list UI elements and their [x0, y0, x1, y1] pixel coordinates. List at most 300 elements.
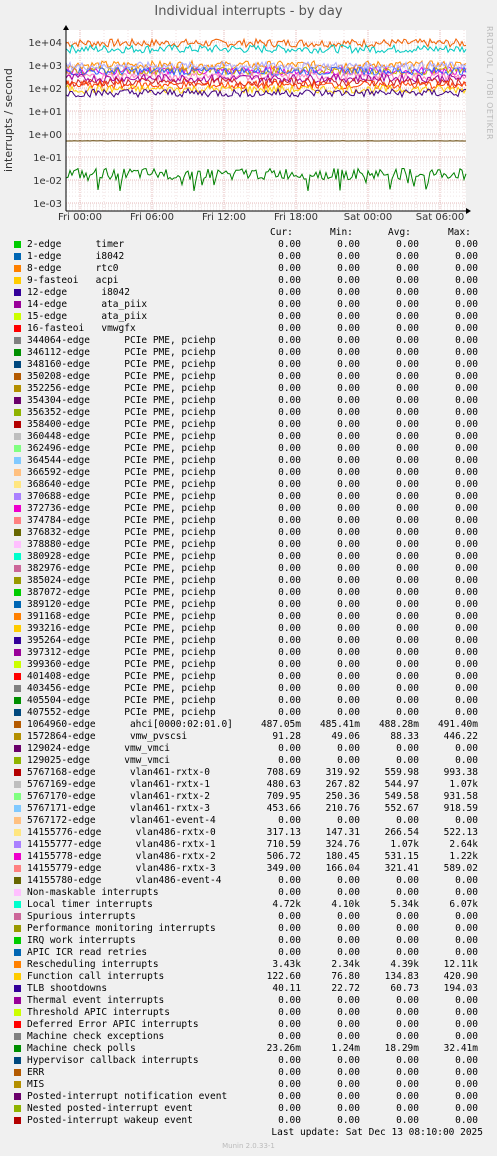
value-max: 0.00	[455, 995, 478, 1006]
value-min: 0.00	[337, 1115, 360, 1126]
value-min: 2.34k	[331, 959, 360, 970]
legend-row	[0, 1091, 497, 1103]
value-avg: 0.00	[396, 1103, 419, 1114]
value-cur: 0.00	[278, 503, 301, 514]
value-min: 0.00	[337, 995, 360, 1006]
col-avg-header: Avg:	[388, 227, 411, 238]
legend-row	[0, 251, 497, 263]
value-min: 0.00	[337, 287, 360, 298]
value-cur: 0.00	[278, 251, 301, 262]
value-max: 194.03	[443, 983, 478, 994]
value-cur: 453.66	[266, 803, 301, 814]
value-min: 22.72	[331, 983, 360, 994]
legend-label: 5767171-edge vlan461-rxtx-3	[27, 803, 211, 814]
legend-row	[0, 299, 497, 311]
value-max: 993.38	[443, 767, 478, 778]
value-cur: 0.00	[278, 935, 301, 946]
legend-row	[0, 539, 497, 551]
legend-label: 380928-edge PCIe PME, pciehp	[27, 551, 216, 562]
value-min: 0.00	[337, 275, 360, 286]
legend-row	[0, 275, 497, 287]
legend-swatch	[14, 709, 21, 716]
legend-row	[0, 515, 497, 527]
value-max: 0.00	[455, 419, 478, 430]
legend-label: 5767169-edge vlan461-rxtx-1	[27, 779, 211, 790]
value-avg: 552.67	[384, 803, 419, 814]
legend-row	[0, 935, 497, 947]
value-avg: 0.00	[396, 875, 419, 886]
legend-swatch	[14, 1069, 21, 1076]
value-cur: 0.00	[278, 407, 301, 418]
value-min: 0.00	[337, 419, 360, 430]
x-tick-label: Sat 06:00	[415, 212, 465, 223]
legend-swatch	[14, 685, 21, 692]
value-min: 0.00	[337, 923, 360, 934]
value-max: 0.00	[455, 563, 478, 574]
legend-label: 382976-edge PCIe PME, pciehp	[27, 563, 216, 574]
value-max: 0.00	[455, 659, 478, 670]
value-cur: 0.00	[278, 551, 301, 562]
legend-label: 5767172-edge vlan461-event-4	[27, 815, 216, 826]
value-cur: 122.60	[266, 971, 301, 982]
value-avg: 0.00	[396, 1031, 419, 1042]
legend-swatch	[14, 505, 21, 512]
value-avg: 0.00	[396, 275, 419, 286]
legend-swatch	[14, 841, 21, 848]
value-min: 1.24m	[331, 1043, 360, 1054]
value-min: 0.00	[337, 623, 360, 634]
value-cur: 0.00	[278, 323, 301, 334]
legend-row	[0, 779, 497, 791]
legend-row	[0, 575, 497, 587]
value-avg: 321.41	[384, 863, 419, 874]
value-max: 522.13	[443, 827, 478, 838]
value-avg: 0.00	[396, 599, 419, 610]
legend-label: 9-fasteoi acpi	[27, 275, 119, 286]
legend-label: ERR	[27, 1067, 45, 1078]
value-max: 491.40m	[437, 719, 478, 730]
value-max: 931.58	[443, 791, 478, 802]
value-avg: 0.00	[396, 707, 419, 718]
legend-label: Machine check polls	[27, 1043, 136, 1054]
legend-row	[0, 1067, 497, 1079]
legend-swatch	[14, 337, 21, 344]
value-avg: 0.00	[396, 1079, 419, 1090]
value-min: 0.00	[337, 611, 360, 622]
value-max: 0.00	[455, 299, 478, 310]
legend-swatch	[14, 889, 21, 896]
legend-row	[0, 347, 497, 359]
value-min: 0.00	[337, 1067, 360, 1078]
legend-label: Posted-interrupt notification event	[27, 1091, 228, 1102]
legend-label: 8-edge rtc0	[27, 263, 119, 274]
legend-row	[0, 839, 497, 851]
value-max: 0.00	[455, 911, 478, 922]
value-max: 0.00	[455, 443, 478, 454]
value-avg: 134.83	[384, 971, 419, 982]
legend-row	[0, 611, 497, 623]
legend-swatch	[14, 1081, 21, 1088]
legend-swatch	[14, 1093, 21, 1100]
value-cur: 0.00	[278, 515, 301, 526]
value-max: 0.00	[455, 1067, 478, 1078]
legend-row	[0, 815, 497, 827]
legend-row	[0, 1055, 497, 1067]
value-max: 0.00	[455, 503, 478, 514]
value-min: 0.00	[337, 359, 360, 370]
value-avg: 0.00	[396, 263, 419, 274]
legend-row	[0, 875, 497, 887]
value-min: 319.92	[325, 767, 360, 778]
legend-row	[0, 239, 497, 251]
legend-label: 14155776-edge vlan486-rxtx-0	[27, 827, 216, 838]
value-cur: 0.00	[278, 743, 301, 754]
legend-swatch	[14, 385, 21, 392]
legend-swatch	[14, 289, 21, 296]
legend-swatch	[14, 865, 21, 872]
legend-row	[0, 659, 497, 671]
value-avg: 0.00	[396, 611, 419, 622]
legend-row	[0, 599, 497, 611]
value-min: 0.00	[337, 815, 360, 826]
legend-label: 376832-edge PCIe PME, pciehp	[27, 527, 216, 538]
legend-row	[0, 959, 497, 971]
value-max: 0.00	[455, 1007, 478, 1018]
value-cur: 0.00	[278, 287, 301, 298]
value-min: 0.00	[337, 1031, 360, 1042]
legend-swatch	[14, 265, 21, 272]
last-update: Last update: Sat Dec 13 08:10:00 2025	[271, 1127, 483, 1138]
legend-swatch	[14, 913, 21, 920]
value-avg: 0.00	[396, 815, 419, 826]
legend-row	[0, 923, 497, 935]
legend-label: 1-edge i8042	[27, 251, 125, 262]
value-max: 0.00	[455, 635, 478, 646]
value-cur: 0.00	[278, 1055, 301, 1066]
legend-row	[0, 287, 497, 299]
value-cur: 0.00	[278, 263, 301, 274]
value-max: 1.07k	[449, 779, 478, 790]
value-min: 0.00	[337, 587, 360, 598]
value-min: 485.41m	[319, 719, 360, 730]
value-avg: 0.00	[396, 251, 419, 262]
legend-swatch	[14, 601, 21, 608]
value-cur: 0.00	[278, 1115, 301, 1126]
value-avg: 0.00	[396, 527, 419, 538]
legend-swatch	[14, 697, 21, 704]
value-avg: 88.33	[390, 731, 419, 742]
value-avg: 0.00	[396, 359, 419, 370]
value-max: 0.00	[455, 551, 478, 562]
value-min: 0.00	[337, 563, 360, 574]
value-max: 0.00	[455, 1079, 478, 1090]
legend-label: 348160-edge PCIe PME, pciehp	[27, 359, 216, 370]
value-avg: 5.34k	[390, 899, 419, 910]
value-max: 0.00	[455, 275, 478, 286]
legend-row	[0, 395, 497, 407]
value-avg: 0.00	[396, 347, 419, 358]
value-min: 0.00	[337, 539, 360, 550]
legend-label: 362496-edge PCIe PME, pciehp	[27, 443, 216, 454]
value-max: 0.00	[455, 323, 478, 334]
value-min: 0.00	[337, 671, 360, 682]
legend-label: 14-edge ata_piix	[27, 299, 148, 310]
legend-row	[0, 1103, 497, 1115]
value-cur: 708.69	[266, 767, 301, 778]
value-min: 0.00	[337, 323, 360, 334]
x-tick-label: Fri 06:00	[130, 212, 174, 223]
value-cur: 91.28	[272, 731, 301, 742]
value-max: 0.00	[455, 707, 478, 718]
value-cur: 709.95	[266, 791, 301, 802]
value-avg: 0.00	[396, 647, 419, 658]
value-cur: 23.26m	[266, 1043, 301, 1054]
value-avg: 0.00	[396, 887, 419, 898]
legend-swatch	[14, 793, 21, 800]
legend-swatch	[14, 469, 21, 476]
value-avg: 0.00	[396, 395, 419, 406]
legend-label: 403456-edge PCIe PME, pciehp	[27, 683, 216, 694]
value-max: 0.00	[455, 887, 478, 898]
legend-label: 397312-edge PCIe PME, pciehp	[27, 647, 216, 658]
legend-swatch	[14, 673, 21, 680]
value-cur: 0.00	[278, 479, 301, 490]
legend-row	[0, 335, 497, 347]
value-cur: 0.00	[278, 923, 301, 934]
legend-label: 378880-edge PCIe PME, pciehp	[27, 539, 216, 550]
legend-swatch	[14, 325, 21, 332]
legend-swatch	[14, 277, 21, 284]
legend-swatch	[14, 577, 21, 584]
col-cur-header: Cur:	[270, 227, 293, 238]
value-cur: 0.00	[278, 371, 301, 382]
value-min: 0.00	[337, 395, 360, 406]
value-cur: 349.00	[266, 863, 301, 874]
value-avg: 0.00	[396, 995, 419, 1006]
legend-swatch	[14, 985, 21, 992]
value-avg: 0.00	[396, 491, 419, 502]
legend-swatch	[14, 925, 21, 932]
value-max: 0.00	[455, 263, 478, 274]
x-tick-label: Fri 00:00	[58, 212, 102, 223]
value-avg: 531.15	[384, 851, 419, 862]
value-min: 0.00	[337, 335, 360, 346]
value-max: 0.00	[455, 467, 478, 478]
value-min: 0.00	[337, 947, 360, 958]
legend-swatch	[14, 853, 21, 860]
legend-label: Rescheduling interrupts	[27, 959, 159, 970]
value-avg: 0.00	[396, 1091, 419, 1102]
legend-label: 1572864-edge vmw_pvscsi	[27, 731, 188, 742]
value-avg: 0.00	[396, 935, 419, 946]
value-cur: 0.00	[278, 599, 301, 610]
value-max: 0.00	[455, 575, 478, 586]
legend-swatch	[14, 817, 21, 824]
value-min: 0.00	[337, 575, 360, 586]
value-avg: 0.00	[396, 947, 419, 958]
value-max: 0.00	[455, 611, 478, 622]
legend-swatch	[14, 1045, 21, 1052]
legend-label: Posted-interrupt wakeup event	[27, 1115, 193, 1126]
legend-label: 129024-edge vmw_vmci	[27, 743, 170, 754]
value-max: 0.00	[455, 671, 478, 682]
legend-label: 5767168-edge vlan461-rxtx-0	[27, 767, 211, 778]
value-avg: 0.00	[396, 1019, 419, 1030]
value-avg: 4.39k	[390, 959, 419, 970]
legend-swatch	[14, 361, 21, 368]
legend-label: Deferred Error APIC interrupts	[27, 1019, 199, 1030]
value-min: 0.00	[337, 1103, 360, 1114]
value-min: 0.00	[337, 467, 360, 478]
legend-row	[0, 755, 497, 767]
legend-label: TLB shootdowns	[27, 983, 108, 994]
value-avg: 0.00	[396, 299, 419, 310]
value-max: 1.22k	[449, 851, 478, 862]
legend-label: 393216-edge PCIe PME, pciehp	[27, 623, 216, 634]
value-max: 0.00	[455, 599, 478, 610]
y-tick-label: 1e+00	[28, 130, 62, 141]
value-cur: 0.00	[278, 887, 301, 898]
legend-row	[0, 263, 497, 275]
legend-swatch	[14, 409, 21, 416]
value-avg: 549.58	[384, 791, 419, 802]
value-cur: 0.00	[278, 311, 301, 322]
value-cur: 0.00	[278, 335, 301, 346]
value-avg: 266.54	[384, 827, 419, 838]
value-max: 0.00	[455, 287, 478, 298]
value-min: 0.00	[337, 875, 360, 886]
value-avg: 0.00	[396, 587, 419, 598]
value-cur: 0.00	[278, 1079, 301, 1090]
legend-label: 356352-edge PCIe PME, pciehp	[27, 407, 216, 418]
value-max: 0.00	[455, 311, 478, 322]
value-min: 0.00	[337, 599, 360, 610]
rrdtool-credit: RRDTOOL / TOBI OETIKER	[485, 26, 494, 141]
value-max: 0.00	[455, 695, 478, 706]
value-min: 0.00	[337, 695, 360, 706]
legend-swatch	[14, 949, 21, 956]
value-min: 0.00	[337, 383, 360, 394]
value-cur: 0.00	[278, 467, 301, 478]
y-tick-label: 1e-03	[33, 199, 62, 210]
legend-label: 387072-edge PCIe PME, pciehp	[27, 587, 216, 598]
value-cur: 0.00	[278, 239, 301, 250]
legend-label: Non-maskable interrupts	[27, 887, 159, 898]
legend-label: 14155778-edge vlan486-rxtx-2	[27, 851, 216, 862]
value-avg: 0.00	[396, 755, 419, 766]
legend-row	[0, 587, 497, 599]
legend-label: 16-fasteoi vmwgfx	[27, 323, 136, 334]
value-avg: 0.00	[396, 551, 419, 562]
value-avg: 0.00	[396, 539, 419, 550]
legend-label: 407552-edge PCIe PME, pciehp	[27, 707, 216, 718]
y-tick-label: 1e-01	[33, 153, 62, 164]
value-min: 0.00	[337, 707, 360, 718]
value-avg: 0.00	[396, 407, 419, 418]
value-avg: 488.28m	[378, 719, 419, 730]
value-cur: 0.00	[278, 359, 301, 370]
legend-swatch	[14, 973, 21, 980]
value-cur: 40.11	[272, 983, 301, 994]
legend-row	[0, 527, 497, 539]
legend-swatch	[14, 625, 21, 632]
interrupts-chart	[0, 0, 497, 226]
y-axis-label: interrupts / second	[2, 68, 15, 172]
legend-label: 354304-edge PCIe PME, pciehp	[27, 395, 216, 406]
legend-label: 364544-edge PCIe PME, pciehp	[27, 455, 216, 466]
legend-label: Threshold APIC interrupts	[27, 1007, 170, 1018]
legend-label: 12-edge i8042	[27, 287, 130, 298]
legend-swatch	[14, 961, 21, 968]
legend-swatch	[14, 349, 21, 356]
legend-swatch	[14, 1105, 21, 1112]
legend-row	[0, 947, 497, 959]
legend-row	[0, 647, 497, 659]
value-max: 420.90	[443, 971, 478, 982]
value-avg: 0.00	[396, 1115, 419, 1126]
value-min: 147.31	[325, 827, 360, 838]
value-max: 0.00	[455, 335, 478, 346]
legend-row	[0, 419, 497, 431]
value-min: 0.00	[337, 683, 360, 694]
value-max: 0.00	[455, 1103, 478, 1114]
value-cur: 0.00	[278, 539, 301, 550]
legend-row	[0, 707, 497, 719]
value-avg: 0.00	[396, 311, 419, 322]
value-avg: 0.00	[396, 515, 419, 526]
value-cur: 0.00	[278, 1031, 301, 1042]
value-max: 0.00	[455, 359, 478, 370]
value-min: 180.45	[325, 851, 360, 862]
legend-swatch	[14, 541, 21, 548]
legend-swatch	[14, 1057, 21, 1064]
value-max: 2.64k	[449, 839, 478, 850]
value-min: 0.00	[337, 299, 360, 310]
value-min: 0.00	[337, 1055, 360, 1066]
legend-label: 15-edge ata_piix	[27, 311, 148, 322]
value-max: 0.00	[455, 743, 478, 754]
value-avg: 0.00	[396, 323, 419, 334]
legend-swatch	[14, 1033, 21, 1040]
value-cur: 0.00	[278, 815, 301, 826]
value-min: 0.00	[337, 1091, 360, 1102]
legend-row	[0, 407, 497, 419]
legend-row	[0, 491, 497, 503]
value-avg: 544.97	[384, 779, 419, 790]
legend-label: 129025-edge vmw_vmci	[27, 755, 170, 766]
chart-title: Individual interrupts - by day	[154, 4, 343, 19]
value-max: 0.00	[455, 815, 478, 826]
value-min: 0.00	[337, 743, 360, 754]
x-tick-label: Sat 00:00	[343, 212, 393, 223]
value-avg: 0.00	[396, 383, 419, 394]
legend-swatch	[14, 445, 21, 452]
value-cur: 0.00	[278, 683, 301, 694]
legend-label: 366592-edge PCIe PME, pciehp	[27, 467, 216, 478]
value-max: 0.00	[455, 527, 478, 538]
legend-label: 395264-edge PCIe PME, pciehp	[27, 635, 216, 646]
value-min: 76.80	[331, 971, 360, 982]
legend-row	[0, 731, 497, 743]
value-min: 0.00	[337, 239, 360, 250]
y-tick-label: 1e+03	[28, 61, 62, 72]
value-max: 0.00	[455, 251, 478, 262]
x-tick-label: Fri 12:00	[202, 212, 246, 223]
value-avg: 0.00	[396, 467, 419, 478]
value-max: 0.00	[455, 347, 478, 358]
value-min: 0.00	[337, 251, 360, 262]
value-avg: 0.00	[396, 683, 419, 694]
